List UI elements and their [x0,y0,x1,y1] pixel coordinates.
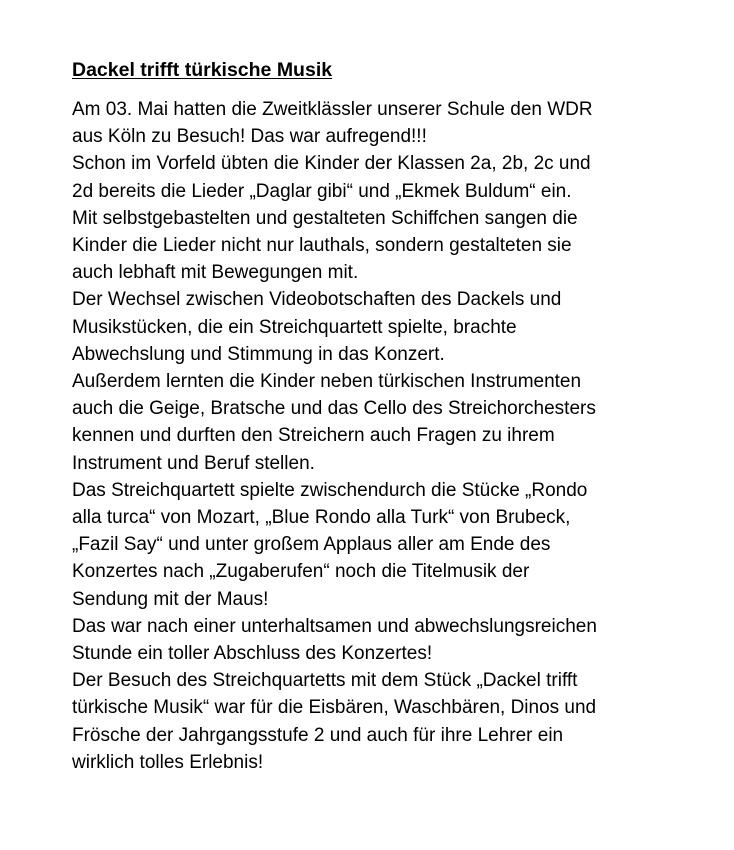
text-line: Konzertes nach „Zugaberufen“ noch die Titelmusik der [72,561,530,583]
text-line: alla turca“ von Mozart, „Blue Rondo alla Turk“ von Brubeck, [72,507,571,529]
text-line: Der Besuch des Streichquartetts mit dem Stück „Dackel trifft [72,670,578,692]
text-line: Stunde ein toller Abschluss des Konzertes! [72,643,433,665]
text-line: Das war nach einer unterhaltsamen und abwechslungsreichen [72,615,597,637]
text-line: auch lebhaft mit Bewegungen mit. [72,262,359,284]
text-line: Das Streichquartett spielte zwischendurch die Stücke „Rondo [72,479,588,501]
text-line: aus Köln zu Besuch! Das war aufregend!!! [72,126,427,148]
text-line: Sendung mit der Maus! [72,588,269,610]
text-line: Kinder die Lieder nicht nur lauthals, sondern gestalteten sie [72,235,572,257]
text-line: Abwechslung und Stimmung in das Konzert. [72,343,445,365]
text-line: Instrument und Beruf stellen. [72,452,315,474]
text-line: 2d bereits die Lieder „Daglar gibi“ und „Ekmek Buldum“ ein. [72,180,572,202]
text-line: Schon im Vorfeld übten die Kinder der Klassen 2a, 2b, 2c und [72,153,591,175]
text-line: Musikstücken, die ein Streichquartett spielte, brachte [72,316,517,338]
text-line: wirklich tolles Erlebnis! [72,751,264,773]
text-line: Frösche der Jahrgangsstufe 2 und auch für ihre Lehrer ein [72,724,564,746]
text-line: kennen und durften den Streichern auch Fragen zu ihrem [72,425,555,447]
document-body [72,96,712,776]
text-line: Am 03. Mai hatten die Zweitklässler unserer Schule den WDR [72,99,593,120]
text-line: auch die Geige, Bratsche und das Cello des Streichorchesters [72,398,596,420]
text-line: Mit selbstgebastelten und gestalteten Schiffchen sangen die [72,207,578,229]
text-line: türkische Musik“ war für die Eisbären, Waschbären, Dinos und [72,697,597,719]
text-line: „Fazil Say“ und unter großem Applaus aller am Ende des [72,534,551,556]
document-title: Dackel trifft türkische Musik [72,59,333,81]
text-line: Der Wechsel zwischen Videobotschaften des Dackels und [72,289,562,311]
text-line: Außerdem lernten die Kinder neben türkischen Instrumenten [72,371,582,393]
